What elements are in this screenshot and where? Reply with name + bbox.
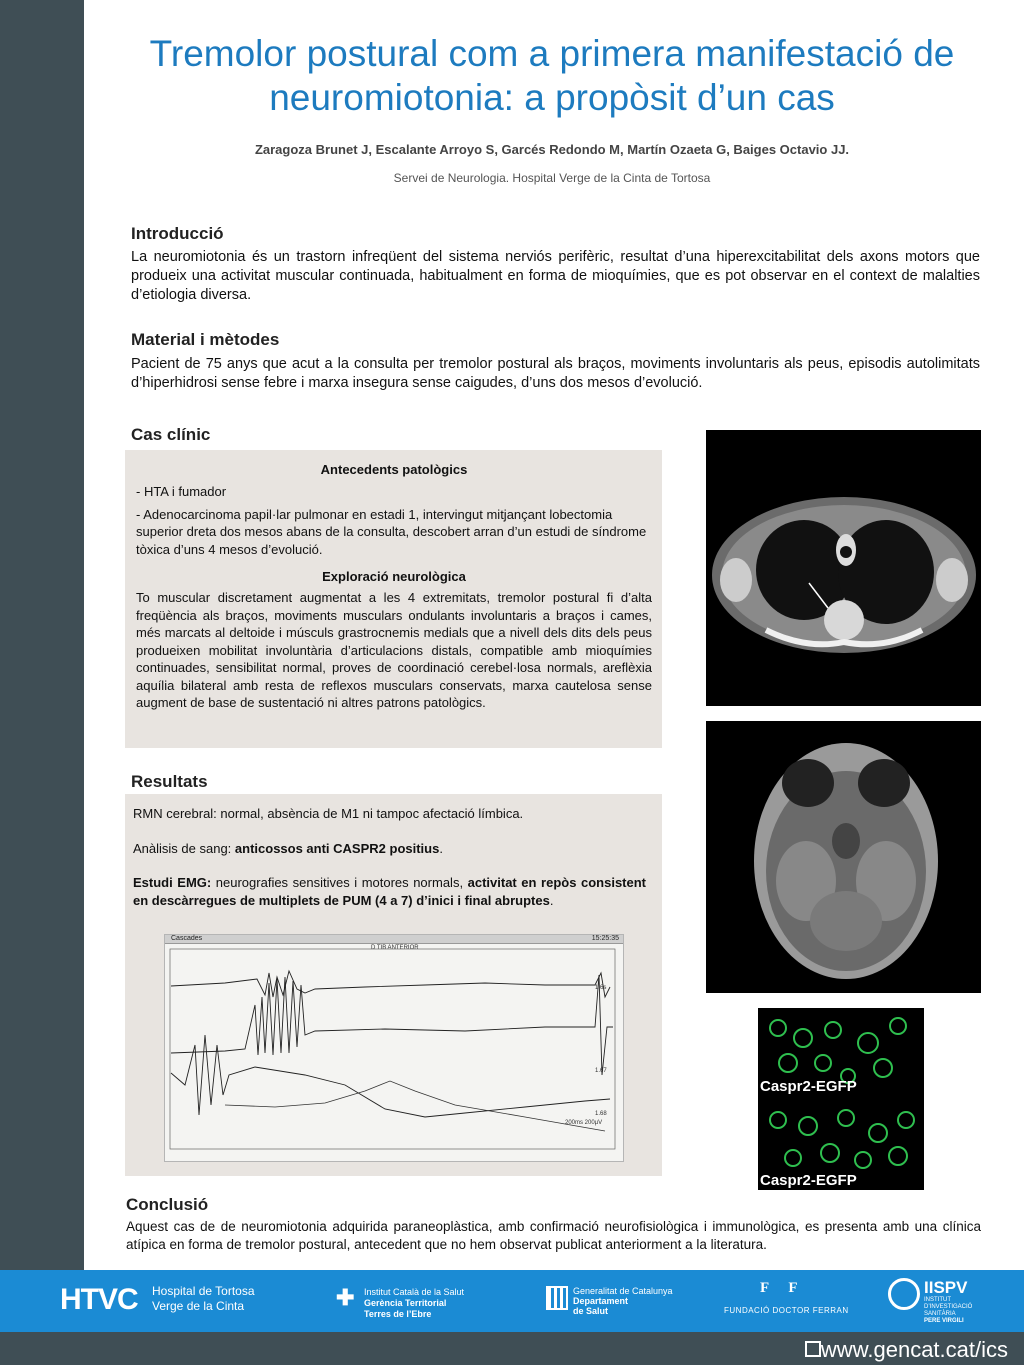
ics-line1: Institut Català de la Salut: [364, 1287, 465, 1297]
results-heading: Resultats: [131, 772, 208, 791]
emg-header-left: Cascades: [171, 935, 203, 942]
htvc-logo: HTVC: [60, 1283, 138, 1316]
antecedents-heading: Antecedents patològics: [320, 462, 468, 477]
iispv-line1: INSTITUT: [924, 1297, 951, 1303]
qr-code-icon: [805, 1341, 821, 1357]
exploration-heading: Exploració neurològica: [322, 569, 466, 584]
intro-heading: Introducció: [131, 224, 224, 243]
case-heading: Cas clínic: [131, 425, 211, 444]
mri-brain-drawing: [706, 721, 981, 993]
emg-scale: 200ms 200µV: [565, 1120, 603, 1126]
footer-logos: [0, 1270, 1024, 1332]
emg-header-right: 15:25:35: [591, 935, 619, 942]
caspr2-drawing: [758, 1008, 924, 1190]
conclusion-text: Aquest cas de de neuromiotonia adquirida paraneoplàstica, amb confirmació neurofisiològica i immunològica, es presenta amb una clínica atípica en forma de tremolor postural, antecedent que no hem observat publicat anteriorment a la literatura.: [126, 1219, 981, 1252]
emg-trace-2: [171, 975, 613, 1075]
conclusion-heading: Conclusió: [126, 1195, 209, 1214]
exploration-text: To muscular discretament augmentat a les 4 extremitats, tremolor postural fi d’alta freqüència als braços, moviments musculars ondulants involuntaris a braços i cames, més marcats al deltoide i músculs grastrocnemis medials que a nivell dels dits dels peus produeixen mobilitat involuntària d’articulacions distals, compatible amb mioquímies continuades, sensibilitat normal, proves de coordinació cerebel·losa normals, areflèxia aquília bilateral amb resta de reflexos musculars conservats, marxa cautelosa sense augment de base de sustentació ni altres patrons patològics.: [136, 590, 652, 710]
emg-result: activitat en repòs consistent en descàrregues de multiplets de PUM (4 a 7) d’inici i final abruptes: [133, 875, 647, 908]
antecedent-1: - HTA i fumador: [136, 484, 227, 499]
generalitat-logo-icon: [546, 1286, 568, 1310]
caspr2-label-2: Caspr2-EGFP: [760, 1172, 857, 1189]
ferran-text: FUNDACIÓ DOCTOR FERRAN: [724, 1306, 849, 1315]
caspr2-label-1: Caspr2-EGFP: [760, 1078, 857, 1095]
emg-trace-3: [171, 1035, 610, 1117]
side-bar: [0, 0, 84, 1270]
emg-trace-plot: [165, 935, 625, 1163]
ferran-logo-icon: F F: [760, 1280, 806, 1296]
blood-result: anticossos anti CASPR2 positius: [234, 840, 440, 856]
ics-cross-icon: ✚: [336, 1285, 355, 1310]
gen-line3: de Salut: [573, 1306, 609, 1316]
gencat-url[interactable]: www.gencat.cat/ics: [820, 1337, 1008, 1362]
emg-figure: [164, 934, 624, 1162]
iispv-line4: PERE VIRGILI: [924, 1318, 964, 1324]
results-box: [125, 794, 662, 1176]
ics-line3: Terres de l’Ebre: [364, 1309, 432, 1319]
iispv-line3: SANITÀRIA: [924, 1311, 956, 1317]
ct-thorax-drawing: [706, 430, 981, 706]
emg-trace-4: [225, 1081, 605, 1131]
ct-thorax-image: [706, 430, 981, 706]
authors: Zaragoza Brunet J, Escalante Arroyo S, Garcés Redondo M, Martín Ozaeta G, Baiges Octavio JJ.: [254, 142, 850, 157]
emg-trace-label-1: 1.6s: [595, 985, 607, 991]
caspr2-image: [758, 1008, 924, 1190]
blood-text: Anàlisis de sang: anticossos anti CASPR2 positius.: [133, 840, 443, 856]
poster-title: Tremolor postural com a primera manifestació de neuromiotonia: a propòsit d’un cas: [149, 33, 955, 118]
emg-trace-border: [170, 949, 615, 1149]
iispv-text: IISPV: [924, 1278, 968, 1297]
iispv-logo-icon: [888, 1278, 920, 1310]
rmn-text: RMN cerebral: normal, absència de M1 ni tampoc afectació límbica.: [133, 806, 524, 821]
intro-text: La neuromiotonia és un trastorn infreqüent del sistema nerviós perifèric, resultat d’una hiperexcitabilitat dels axons motors que produeix una activitat muscular continuada, habitualment en forma de mioquímies, que es pot observar en el context de malalties d’etiologia diversa.: [131, 249, 980, 303]
methods-text: Pacient de 75 anys que acut a la consulta per tremolor postural als braços, moviments involuntaris als peus, episodis autolimitats d’hiperhidrosi sense febre i marxa insegura sense caigudes, d’uns dos mesos d’evolució.: [131, 356, 980, 391]
iispv-line2: D’INVESTIGACIÓ: [924, 1304, 973, 1310]
gen-line1: Generalitat de Catalunya: [573, 1286, 673, 1296]
emg-trace-label-3: 1.68: [595, 1111, 607, 1117]
emg-muscle-label: D TIB ANTERIOR: [371, 945, 419, 951]
hospital-line2: Verge de la Cinta: [152, 1299, 245, 1313]
emg-label: Estudi EMG:: [133, 875, 212, 890]
antecedent-2: - Adenocarcinoma papil·lar pulmonar en estadi 1, intervingut mitjançant lobectomia superior dreta dos mesos abans de la consulta, descobert arran d’un estudi de síndrome tòxica d’uns 4 mesos d’evolució.: [136, 506, 647, 557]
emg-text: Estudi EMG: neurografies sensitives i motores normals, activitat en repòs consistent en descàrregues de multiplets de PUM (4 a 7) d’inici i final abruptes.: [133, 875, 647, 908]
emg-trace-label-2: 1.67: [595, 1068, 607, 1074]
methods-heading: Material i mètodes: [131, 330, 280, 349]
affiliation: Servei de Neurologia. Hospital Verge de la Cinta de Tortosa: [393, 171, 711, 185]
case-box: [125, 450, 662, 748]
ics-line2: Gerència Territorial: [364, 1298, 447, 1308]
gen-line2: Departament: [573, 1296, 629, 1306]
mri-brain-image: [706, 721, 981, 993]
hospital-line1: Hospital de Tortosa: [152, 1284, 255, 1298]
emg-trace-1: [171, 971, 610, 997]
